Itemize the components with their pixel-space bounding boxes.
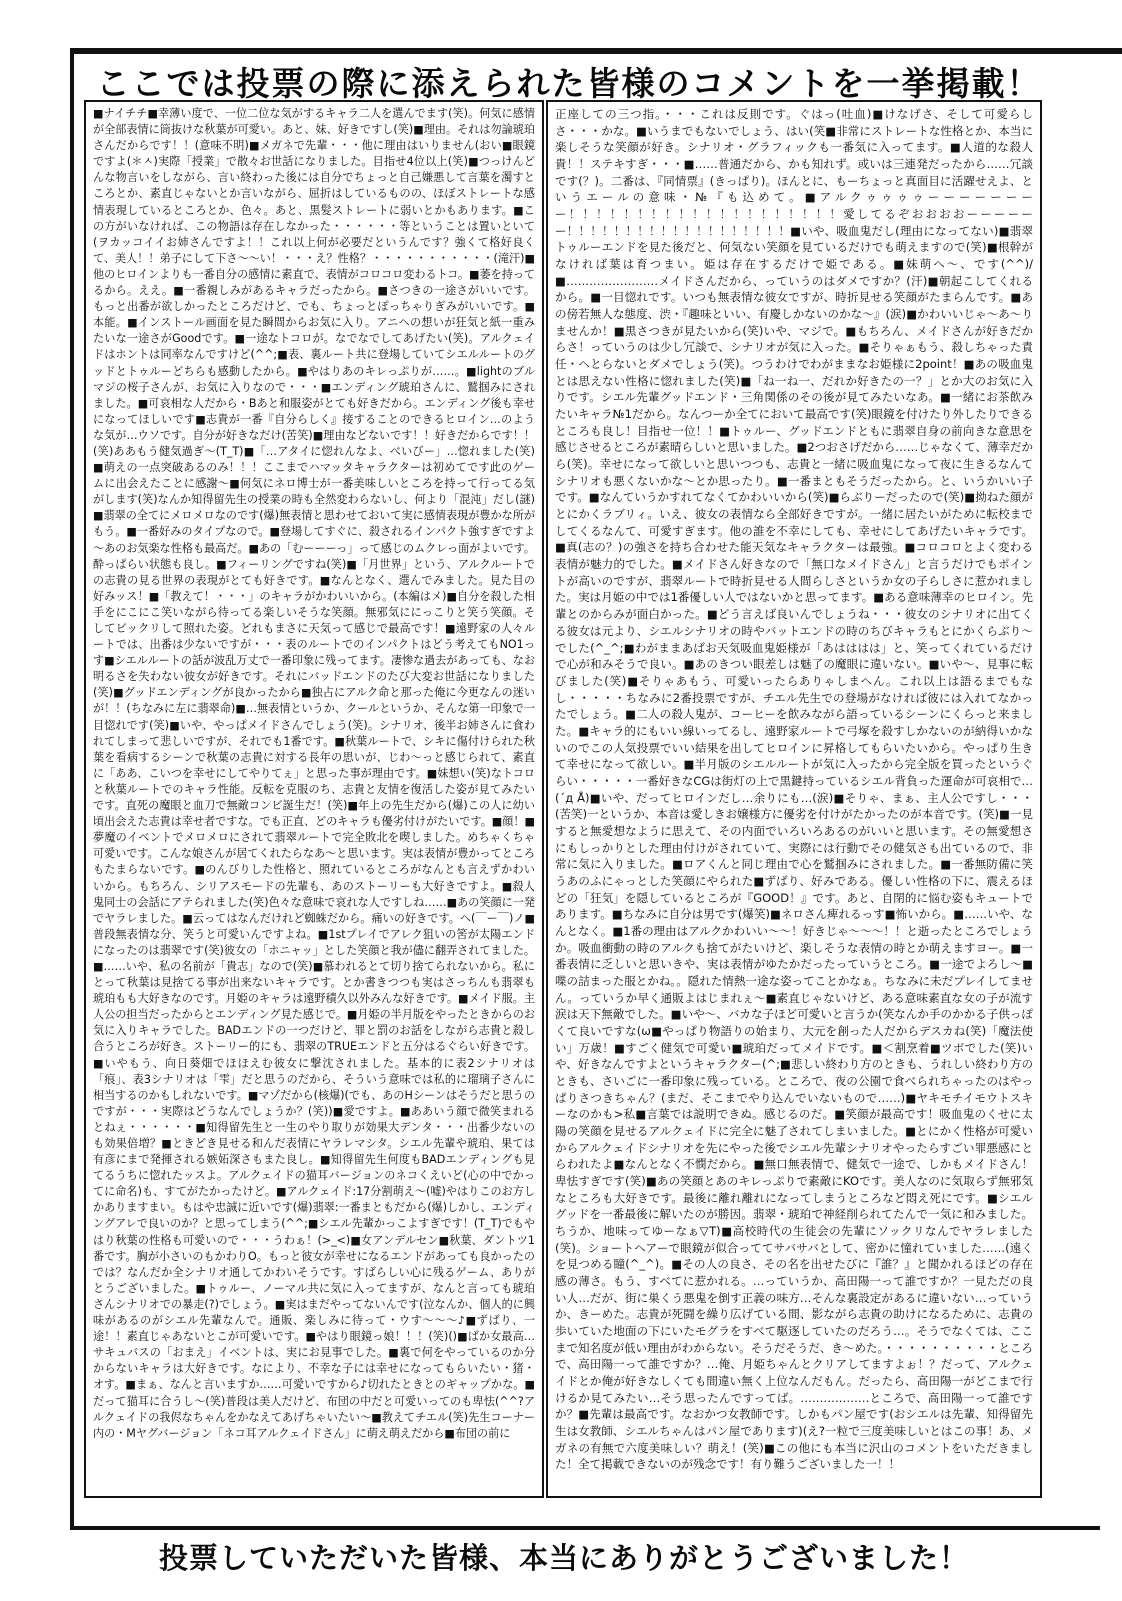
comments-column-left	[84, 100, 544, 1498]
comments-column-right	[546, 100, 1042, 1498]
page-heading: ここでは投票の際に添えられた皆様のコメントを一挙掲載！	[96, 64, 1042, 103]
comments-text-left: ■ナイチチ■幸薄い度で、一位二位な気がするキャラ二人を選んでます(笑)。何気に感情が全部表情に筒抜けな秋葉が可愛い。あと、妹、好きですし(笑)■理由。それは勿論琥珀さんだからです！！(意味不明)■メガネで先輩・・・他に理由はいりません(おい■眼鏡ですよ(＊ㅅ)実際「授業」で散々お世話になりました。目指せ4位以上(笑)■つっけんどんな物言いをしながら、言い終わった後には自分でちょっと自己嫌悪して言葉を濁すところとか、素直じゃないとか言いながら、屈折はしているものの、ほぼストレートな感情表現しているところとか、色々。あと、黒髪ストレートに弱いとかもあります。■この方がいなければ、この物語は存在しなかった・・・・・・等ということは置いといて(ヲカッコイイお姉さんですよ！！これ以上何が必要だというんです？強くて格好良くて、美人！！弟子にして下さ～～い！・・・え？性格？・・・・・・・・・・・(滝汗)■他のヒロインよりも一番自分の感情に素直で、表情がコロコロ変わるトコ。■萎を持ってるから。ええ。■一番親しみがあるキャラだったから。■さつきの一途さがいいです。もっと出番が欲しかったところだけど、でも、ちょっとぽっちゃりぎみがいいです。■本能。■インストール画面を見た瞬間からお気に入り。アニヘの想いが狂気と紙一重みたいな一途さがGoodです。■一途なトコロが。なでなでしてあげたい(笑)。アルクェイドはホントは同率なんですけど(^^;■表、裏ルート共に登場していてシエルルートのグッドとトゥルーどちらも感動したから。■やはりあのキレっぷりが……。■lightのブルマジの桜子さんが、お気に入りなので・・・■エンディング琥珀さんに、鷲掴みにされました。■可哀相な人だから・Bあと和服姿がとても好きだから。エンディング後も幸せになってほしいです■志貴が一番『自分らしく』接することのできるヒロイン…のような気が…ウソです。自分が好きなだけ(苦笑)■理由などないです！！好きだからです！！(笑)ああもう健気過ぎ～(T_T)■「…アタイに惚れんなよ、べいびー」…惚れました(笑)■萌えの一点突破あるのみ！！！ここまでハマッタキャラクターは初めてです此のゲームに出会えたことに感謝～■何気にネロ博士が一番美味しいところを持って行ってる気がします(笑)なんか知得留先生の授業の時も全然変わらないし、何より「混沌」だし(謎)■翡翠の全てにメロメロなのです(爆)無表情と思わせておいて実に感情表現が豊かな所がもう。■一番好みのタイプなので。■登場してすぐに、殺されるインパクト強すぎですよ～あのお気楽な性格も最高だ。■あの「むーーーっ」って感じのムクレっ面がよいです。酔っぱらい状態も良し。■フィーリングですね(笑)■「月世界」という、アルクルートでの志貴の見る世界の表現がとても好きです。■なんとなく、選んでみました。見た目の好みッス！■「教えて！・・・」のキャラがかわいいから。(本編はメ)■自分を殺した相手をにこにこ笑いながら待ってる楽しいそうな笑顔。無邪気ににっこりと笑う笑顔。そしてビックリして照れた姿。どれもまさに天気って感じで最高です！■遠野家の人々ルートでは、出番は少ないですが・・・表のルートでのインパクトはどう考えてもNO1っす■シエルルートの話が波乱万丈で一番印象に残ってます。凄惨な過去があっても、なお明るさを失わない彼女が好きです。それにバッドエンドのたび大変お世話になりました(笑)■グッドエンディングが良かったから■独占にアルク命と那った俺に今更なんの迷いが！！(ちなみに左に翡翠命)■…無表情というか、クールというか、そんな第一印象で一目惚れです(笑)■いや、やっぱメイドさんでしょう(笑)。シナリオ、後半お姉さんに食われてしまって悲しいですが、それでも1番です。■秋葉ルートで、シキに傷付けられた秋葉を看病するシーンで秋葉の志貴に対する長年の思いが、じわ～っと感じられて、素直に「ああ、こいつを幸せにしてやりてぇ」と思った事が理由です。■妹想い(笑)なトコロと秋葉ルートでのキャラ性能。反転を克服のち、志貴と友情を復活した姿が見てみたいです。直死の魔眼と血刀で無敵コンビ誕生だ！(笑)■年上の先生だから(爆)この人に幼い頃出会えた志貴は幸せ者ですな。でも正直、どのキャラも優劣付けがたいです。■顔！■夢魔のイベントでメロメロにされて翡翠ルートで完全敗北を喫しました。めちゃくちゃ可愛いです。こんな娘さんが居てくれたらなあ～と思います。実は表情が豊かってところもたまらないです。■のんびりした性格と、照れているところがなんとも言えずかわいいから。もちろん、シリアスモードの先輩も、あのストーリーも大好きですよ。■殺人鬼同士の会話にアテられました(笑)色々な意味で哀れな人ですしね……■あの笑顔に一発でヤラレました。■云ってはなんだけれど蜘蛛だから。痛いの好きです。ヘ(￣ー￣)ノ■普段無表情な分、笑うと可愛いんですよね。■1stプレイでアレク狙いの筈が太陽エンドになったのは翡翠です(笑)彼女の「ホニャッ」とした笑顔と我が儘に翻弄されてました。■……いや、私の名前が「貴志」なので(笑)■慕われるとて切り捨てられないから。私にとって秋葉は見捨てる事が出来ないキャラです。とか書きつつも実はさっちんも翡翠も琥珀もも大好きなのです。月姫のキャラは遠野積久以外みんな好きです。■メイド服。主人公の担当だったからとエンディング見た感じで。■月姫の半月版をやったときからのお気に入りキャラでした。BADエンドの一つだけど、罪と罰のお話をしながら志貴と殺し合うところが好き。ストーリー的にも、翡翠のTRUEエンドと五分はるぐらい好きです。■いやもう、向日葵畑でほほえむ彼女に撃沈されました。基本的に表2シナリオは「痕」、表3シナリオは「雫」だと思うのだから、そういう意味では私的に瑠璃子さんに相当するのかもしれないです。■マゾだから(核爆)(でも、あのHシーンはそうだと思うのですが・・・実際はどうなんでしょうか？(笑))■愛ですよ。■ああいう顔で微笑まれるとねぇ・・・・・・■知得留先生と一生のやり取りが効果大デンタ・・・出番少ないのも効果倍増？■ときどき見せる和んだ表情にヤラレマシタ。シエル先輩や琥珀、果ては有彦にまで発揮される嫉妬深さもまた良し。■知得留先生何度もBADエンディングも見てるうちに惚れたッスよ。アルクェイドの猫耳バージョンのネコくえいど(心の中でかってに命名)も、すてがたかったけど。■アルクェイド:17分割萌え～(嘘)やはりこのお方しかありますまい。もはや忠誠に近いです(爆)翡翠:一番まともだから(爆)しかし、エンディングアレで良いのか？と思ってしまう(^^;■シエル先輩かっこよすぎです！(T_T)でもやはり秋葉の性格も可愛いので・・・うわぁ！(>_<)■女アンデルセン■秋葉、ダントツ1番です。胸が小さいのもかわりO。もっと彼女が幸せになるエンドがあっても良かったのでは？なんだか全シナリオ通してかわいそうです。すばらしい心に残るゲーム、ありがとうございました。■トゥルー、ノーマル共に気に入ってますが、なんと言っても琥珀さんシナリオでの暴走(?)でしょう。■実はまだやってないんです(泣なんか、個人的に興味があるのがシエル先輩なんで。通販、楽しみに待って・ウす～～～♪■ずばり、一途！！素直じゃあないとこが可愛いです。■やはり眼鏡っ娘！！！(笑)()■ばか女最高…サキュバスの「おまえ」イベントは、実にお見事でした。■裏で何をやっているのか分からないキャラは大好きです。なにより、不幸な子には幸せになってもらいたい・猪・オす。■まぁ、なんと言いますか……可愛いですから♪切れたときとのギャップかな。■だって猫耳に合うし～(笑)普段は美人だけど、布団の中だと可愛いってのも卑怯(^^?アルクェイドの我侭なちゃんをかなえてあげちゃいたい～■教えてチエル(笑)先生コーナー内の・Mヤグバージョン「ネコ耳アルクェイドさん」に萌え萌えだから■布団の前に	[93, 107, 535, 1440]
thank-you-footer: 投票していただいた皆様、本当にありがとうございました！	[158, 1541, 969, 1575]
comments-text-right: 正座しての三つ指。・・・これは反則です。ぐはっ(吐血)■けなげさ、そして可愛らしさ・・・かな。■いうまでもないでしょう、はい(笑■非常にストレートな性格とか、本当に楽しそうな笑顔が好き。シナリオ・グラフィックも一番気に入ってます。■人道的な殺人貴！！ステキすぎ・・・■……普通だから、かも知れず。或いは三連発だったから……冗談です(？)。二番は、『同情票』(きっぱり)。ほんとに、もーちょっと真面目に活躍せえよ、というエールの意味・№『も込めて。■アルクゥゥゥゥーーーーーーーー！！！！！！！！！！！！！！！！！！！！愛してるぞおおおおーーーーーー！！！！！！！！！！！！！！！！！！！■いや、吸血鬼だし(理由になってない)■翡翠トゥルーエンドを見た後だと、何気ない笑顔を見ているだけでも萌えますので(笑)■根幹がなければ葉は育つまい。姫は存在するだけで姫である。■妹萌へ～、です(^^)/■……………………メイドさんだから、っていうのはダメですか？(汗)■朝起こしてくれるから。■一目惚れです。いつも無表情な彼女ですが、時折見せる笑顔がたまらんです。■あの傍若無人な態度、渋・『趣味といい、有慶しかないのかな～』(涙)■かわいいじゃ～あ～りませんか！■黒さつきが見たいから(笑)いや、マジで。■もちろん、メイドさんが好きだからさ！っていうのは少し冗談で、シナリオが気に入った。■そりゃぁもう、殺しちゃった責任・ヘとらないとダメでしょう(笑)。つうわけでわがままなお姫様に2point！■あの吸血鬼とは思えない性格に惚れました(笑)■「ね一ね一、だれか好きたの一？」とか大のお気に入りです。シエル先輩グッドエンド・三角関係のその後が見てみたいなあ。■一緒にお茶飲みたいキャラ№1だから。なんつーか全てにおいて最高です(笑)眼鏡を付けたり外したりできるところも良し！目指せ一位！！■トゥルー、グッドエンドともに翡翠自身の前向きな意思を感じさせるところが素晴らしいと思いました。■2つおさげだから……じゃなくて、薄幸だから(笑)。幸せになって欲しいと思いつつも、志貴と一緒に吸血鬼になって夜に生きるなんてシナリオも悪くないかな～とか思ったり。■一番まともそうだったから。と、いうかいい子です。■なんていうかすれてなくてかわいいから(笑)■らぶりーだったので(笑)■拗ねた顔がとにかくラブリィ。いえ、彼女の表情なら全部好きですが。一緒に居たいがために転校までしてくるなんて、可愛すぎます。他の誰を不幸にしても、幸せにしてあげたいキャラです。■真(志の？)の強さを持ち合わせた能天気なキャラクターは最強。■コロコロとよく変わる表情が魅力的でした。■メイドさん好きなので「無口なメイドさん」と言うだけでもポイントが高いのですが、翡翠ルートで時折見せる人間らしさというか女の子らしさに惹かれました。実は月姫の中では1番優しい人ではないかと思ってます。■ある意味薄幸のヒロイン。先輩とのからみが面白かった。■どう言えば良いんでしょうね・・・彼女のシナリオに出てくる彼女は元より、シエルシナリオの時やバットエンドの時のちびキャラもとにかくらぶり～でした(^_^;■わがままあばお天気吸血鬼姫様が「あはははは」と、笑ってくれているだけで心が和みそうで良い。■あのきつい眼差しは魅了の魔眼に違いない。■いや～、見事に転びました(笑)■そりゃあもう、可愛いったらありゃしまへん。これ以上は語るまでもなし・・・・・ちなみに2番投票ですが、チエル先生での登場がなければ彼には入れてなかったでしょう。■二人の殺人鬼が、コーヒーを飲みながら語っているシーンにくらっと来ました。■キャラ的にもいい線いってるし、遠野家ルートで弓塚を殺すしかないのが納得いかないのでこの人気投票でいい結果を出してヒロインに昇格してもらいたいから。やっぱり生きて幸せになって欲しい。■半月版のシエルルートが気に入ったから完全版を買ったというぐらい・・・・・一番好きなCGは街灯の上で黒鍵持っているシエル背負った運命が可哀相で…(´д Å)■いや、だってヒロインだし…余りにも…(涙)■そりゃ、まぁ、主人公ですし・・・(苦笑)一というか、本音は愛しきお嬢様方に優劣を付けがたかったのが本音です。(笑)■一見すると無愛想なように思えて、その内面でいろいろあるのがいいと思います。その無愛想さにもしっかりとした理由付けがされていて、実際には行動でその健気さも出ているので、非常に気に入りました。■ロアくんと同じ理由で心を鷲掴みにされました。■一番無防備に笑うあのふにゃっとした笑顔にやられた■ずばり、好みである。優しい性格の下に、震えるほどの「狂気」を隠しているところが『GOOD！』です。あと、自閉的に悩む姿もキュートであります。■ちなみに自分は男です(爆笑)■ネロさん痺れるっす■怖いから。■……いや、なんとなく。■1番の理由はアルクかわいい～～！好きじゃ～～～！！と逝ったところでしょうか。吸血衝動の時のアルクも捨てがたいけど、楽しそうな表情の時とか萌えますヨー。■一番表情に乏しいと思いきや、実は表情がゆたかだったっていうところ。■一途でよろし～■喋の詰まった服とかね。。隠れた情熱一途な姿ってことかなぁ。ちなみに未だプレイしてません。っていうか早く通販よはじまれぇ～■素直じゃないけど、ある意味素直な女の子が流す涙は天下無敵でした。■いや～、バカな子ほど可愛いと言うか(笑なんか手のかかる子供っぽくて良いですな(ω■やっぱり物語りの始まり、大元を創った人だからデスカね(笑)「魔法使い」万歳！■すごく健気で可愛い■琥珀だってメイドです。■＜割烹着■ツボでした(笑)いや、好きなんですよというキャラクター(^;■悲しい終わり方のときも、うれしい終わり方のときも、さいごに一番印象に残っている。ところで、夜の公園で食べられちゃったのはやっぱりさつきちゃん？(まだ、そこまでやり込んでいないもので……)■ヤキモチイモウトスキーなのかも>私■言葉では説明できぬ。感じるのだ。■笑顔が最高です！吸血鬼のくせに太陽の笑顔を見せるアルクェイドに完全に魅了されてしまいました。■とにかく性格が可愛いからアルクェイドシナリオを先にやった後でシエル先輩シナリオやったらすごい罪悪感にとらわれたよ■なんとなく不憫だから。■無口無表情で、健気で一途で、しかもメイドさん！卑怯すぎです(笑)■あの笑顔とあのキレっぷりで素敵にKOです。美人なのに気取らず無邪気なところも大好きです。最後に離れ離れになってしまうところなど悶え死にです。■シエルグッドを一番最後に解いたのが勝因。翡翠・琥珀で神経削られてたんで一気に和みました。ちうか、地味ってゆーなぁ▽T)■高校時代の生徒会の先輩にソックリなんでヤラレました(笑)。ショートヘアーで眼鏡が似合っててサバサバとして、密かに憧れていました……(遠くを見つめる瞳(^_^)。■その人の良さ、その名を出せたびに『誰？』と聞かれるほどの存在感の薄さ。もう、すべてに惹かれる。…っていうか、高田陽一って誰ですか？一見ただの良い人…だが、街に巣くう悪鬼を倒す正義の味方…そんな裏設定があるに違いない…っていうか、きーめた。志貴が死闘を繰り広げている間、影ながら志貴の助けになるために、志貴の歩いていた地面の下にいたモグラをすべて駆逐していたのだろう…。そうでなくては、ここまで知名度が低い理由がわからない。そうだそうだ、き～めた。・・・・・・・・・・ところで、高田陽一って誰ですか？…俺、月姫ちゃんとクリアしてますよぉ！？だって、アルクェイドとか俺が好きなしくても間違い無く上位なんだもん。だったら、高田陽一がどこまで行けるか見てみたい…そう思ったんですってば。………………ところで、高田陽一って誰ですか？■先輩は最高です。なおかつ女教師です。しかもパン屋です(おシエルは先輩、知得留先生は女教師、シエルちゃんはパン屋であります)(え?一粒で三度美味しいとはこの事！あ、メガネの有無で六度美味しい？萌え！(笑)■この他にも本当に沢山のコメントをいただきました！全て掲載できないのが残念です！有り難うございました一！！	[555, 107, 1033, 1472]
